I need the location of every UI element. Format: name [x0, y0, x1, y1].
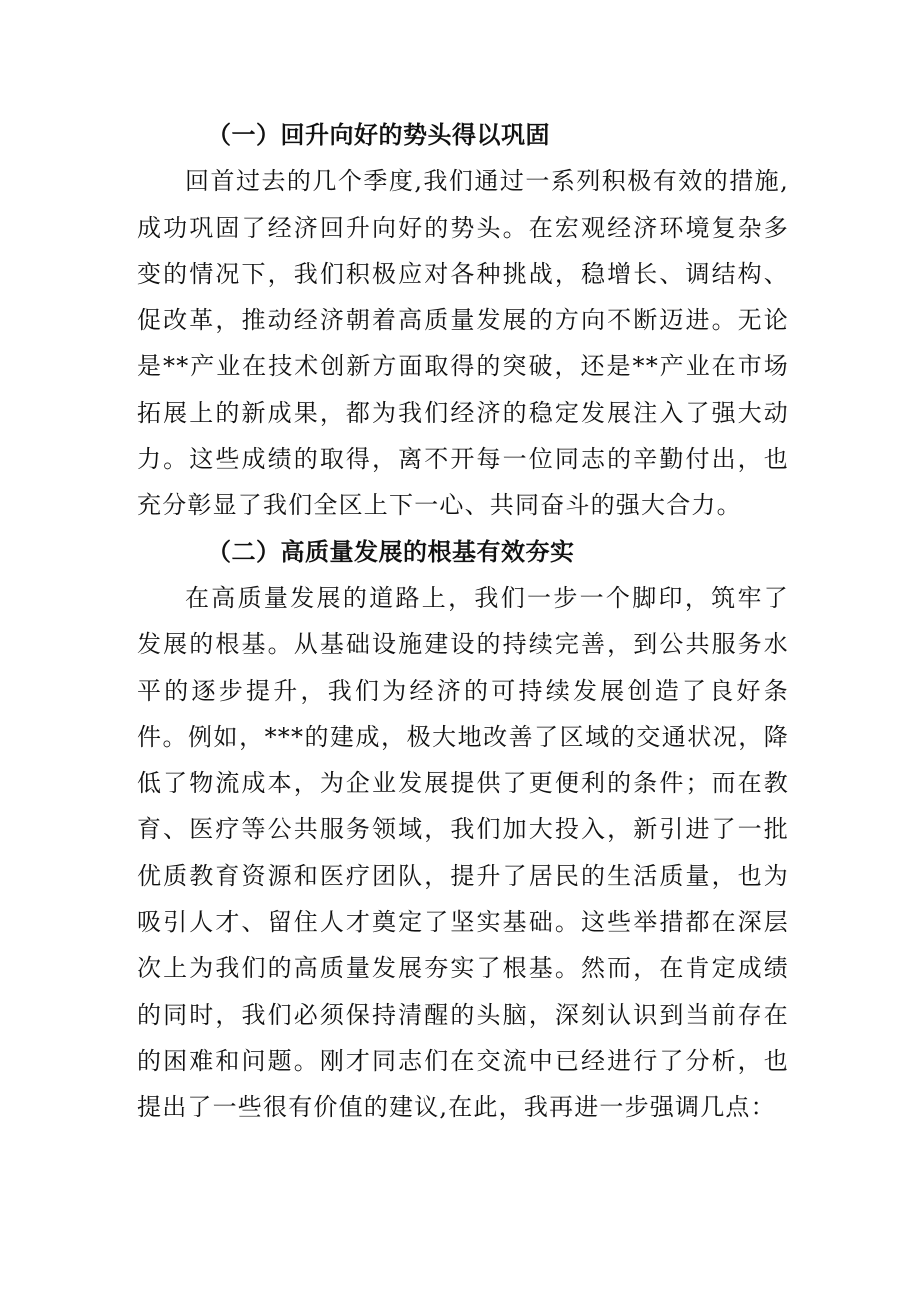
section-heading-1: （一）回升向好的势头得以巩固 — [207, 120, 550, 149]
section-paragraph-1: 回首过去的几个季度,我们通过一系列积极有效的措施,成功巩固了经济回升向好的势头。在宏观经济环境复杂多变的情况下，我们积极应对各种挑战，稳增长、调结构、促改革，推动经济朝着高质量发展的方向不断迈进。无论是**产业在技术创新方面取得的突破，还是**产业在市场拓展上的新成果，都为我们经济的稳定发展注入了强大动力。这些成绩的取得，离不开每一位同志的辛勤付出，也充分彰显了我们全区上下一心、共同奋斗的强大合力。 — [137, 167, 789, 520]
section-paragraph-2: 在高质量发展的道路上，我们一步一个脚印，筑牢了发展的根基。从基础设施建设的持续完善，到公共服务水平的逐步提升，我们为经济的可持续发展创造了良好条件。例如，***的建成，极大地改善了区域的交通状况，降低了物流成本，为企业发展提供了更便利的条件；而在教育、医疗等公共服务领域，我们加大投入，新引进了一批优质教育资源和医疗团队，提升了居民的生活质量，也为吸引人才、留住人才奠定了坚实基础。这些举措都在深层次上为我们的高质量发展夯实了根基。然而，在肯定成绩的同时，我们必须保持清醒的头脑，深刻认识到当前存在的困难和问题。刚才同志们在交流中已经进行了分析，也提出了一些很有价值的建议,在此，我再进一步强调几点： — [137, 583, 789, 1122]
section-heading-2: （二）高质量发展的根基有效夯实 — [207, 536, 575, 566]
document-body — [137, 112, 789, 1131]
